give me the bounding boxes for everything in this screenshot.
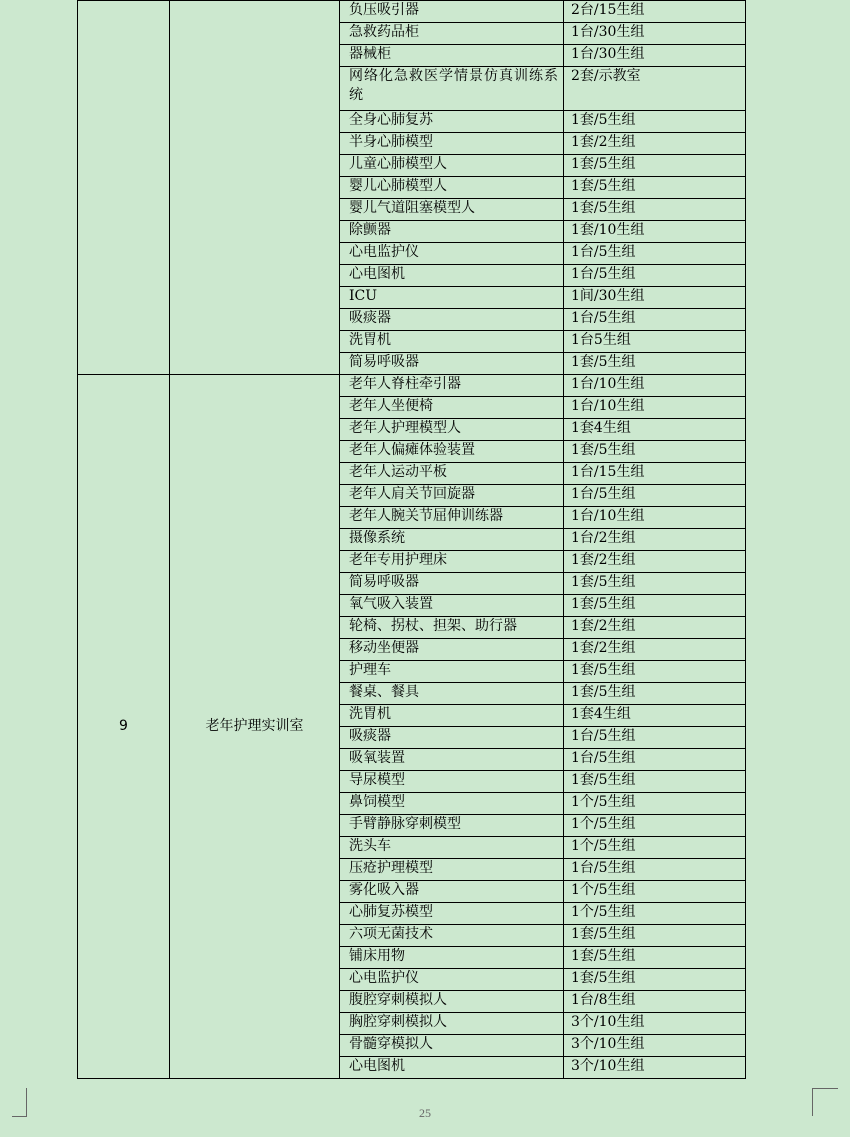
equipment-name-cell: 洗胃机 bbox=[340, 705, 564, 727]
equipment-name-cell: 洗头车 bbox=[340, 837, 564, 859]
equipment-name-cell: 吸痰器 bbox=[340, 309, 564, 331]
equipment-name-cell: 胸腔穿刺模拟人 bbox=[340, 1013, 564, 1035]
table-row bbox=[78, 375, 746, 397]
equipment-quantity-cell: 1台/5生组 bbox=[564, 859, 746, 881]
equipment-name-cell: 心电监护仪 bbox=[340, 969, 564, 991]
equipment-name-cell: 老年专用护理床 bbox=[340, 551, 564, 573]
equipment-quantity-cell: 1套/5生组 bbox=[564, 595, 746, 617]
table-row bbox=[78, 1, 746, 23]
equipment-quantity-cell: 1台/5生组 bbox=[564, 727, 746, 749]
equipment-name-cell: 器械柜 bbox=[340, 45, 564, 67]
equipment-name-cell: 吸氧装置 bbox=[340, 749, 564, 771]
equipment-quantity-cell: 3个/10生组 bbox=[564, 1035, 746, 1057]
equipment-name-cell: 心肺复苏模型 bbox=[340, 903, 564, 925]
equipment-quantity-cell: 1个/5生组 bbox=[564, 793, 746, 815]
equipment-quantity-cell: 1台/30生组 bbox=[564, 45, 746, 67]
equipment-name-cell: 老年人腕关节屈伸训练器 bbox=[340, 507, 564, 529]
equipment-name-cell: 餐桌、餐具 bbox=[340, 683, 564, 705]
equipment-name-cell: 雾化吸入器 bbox=[340, 881, 564, 903]
equipment-name-cell: 压疮护理模型 bbox=[340, 859, 564, 881]
equipment-name-cell: 除颤器 bbox=[340, 221, 564, 243]
equipment-name-cell: 心电监护仪 bbox=[340, 243, 564, 265]
row-number-cell bbox=[78, 1, 170, 375]
equipment-quantity-cell: 1套4生组 bbox=[564, 419, 746, 441]
equipment-quantity-cell: 1台/10生组 bbox=[564, 507, 746, 529]
equipment-quantity-cell: 1套/5生组 bbox=[564, 441, 746, 463]
page-number: 25 bbox=[419, 1106, 431, 1120]
equipment-quantity-cell: 1套/5生组 bbox=[564, 155, 746, 177]
equipment-name-cell: 婴儿气道阻塞模型人 bbox=[340, 199, 564, 221]
equipment-quantity-cell: 2台/15生组 bbox=[564, 1, 746, 23]
equipment-name-cell: 老年人护理模型人 bbox=[340, 419, 564, 441]
equipment-quantity-cell: 1套/5生组 bbox=[564, 683, 746, 705]
equipment-name-cell: 洗胃机 bbox=[340, 331, 564, 353]
equipment-name-cell: 吸痰器 bbox=[340, 727, 564, 749]
equipment-name-cell: ICU bbox=[340, 287, 564, 309]
equipment-quantity-cell: 1台5生组 bbox=[564, 331, 746, 353]
equipment-name-cell: 摄像系统 bbox=[340, 529, 564, 551]
equipment-quantity-cell: 1个/5生组 bbox=[564, 881, 746, 903]
equipment-quantity-cell: 1套4生组 bbox=[564, 705, 746, 727]
equipment-quantity-cell: 2套/示教室 bbox=[564, 67, 746, 111]
equipment-quantity-cell: 1个/5生组 bbox=[564, 815, 746, 837]
equipment-quantity-cell: 1套/10生组 bbox=[564, 221, 746, 243]
equipment-quantity-cell: 1套/5生组 bbox=[564, 925, 746, 947]
equipment-name-cell: 铺床用物 bbox=[340, 947, 564, 969]
equipment-quantity-cell: 1个/5生组 bbox=[564, 903, 746, 925]
equipment-quantity-cell: 1台/5生组 bbox=[564, 749, 746, 771]
equipment-quantity-cell: 1套/2生组 bbox=[564, 617, 746, 639]
equipment-quantity-cell: 1套/2生组 bbox=[564, 133, 746, 155]
equipment-quantity-cell: 1套/5生组 bbox=[564, 573, 746, 595]
equipment-name-cell: 急救药品柜 bbox=[340, 23, 564, 45]
equipment-name-cell: 儿童心肺模型人 bbox=[340, 155, 564, 177]
equipment-name-cell: 简易呼吸器 bbox=[340, 573, 564, 595]
equipment-name-cell: 网络化急救医学情景仿真训练系统 bbox=[340, 67, 564, 111]
equipment-name-cell: 轮椅、拐杖、担架、助行器 bbox=[340, 617, 564, 639]
equipment-name-cell: 移动坐便器 bbox=[340, 639, 564, 661]
equipment-quantity-cell: 1台/15生组 bbox=[564, 463, 746, 485]
equipment-quantity-cell: 1台/5生组 bbox=[564, 485, 746, 507]
equipment-quantity-cell: 1套/5生组 bbox=[564, 111, 746, 133]
equipment-table-body bbox=[78, 1, 746, 1079]
equipment-quantity-cell: 1台/5生组 bbox=[564, 243, 746, 265]
equipment-quantity-cell: 1套/5生组 bbox=[564, 353, 746, 375]
equipment-name-cell: 心电图机 bbox=[340, 1057, 564, 1079]
equipment-name-cell: 心电图机 bbox=[340, 265, 564, 287]
equipment-name-cell: 负压吸引器 bbox=[340, 1, 564, 23]
equipment-quantity-cell: 1台/5生组 bbox=[564, 265, 746, 287]
equipment-name-cell: 老年人坐便椅 bbox=[340, 397, 564, 419]
equipment-name-cell: 手臂静脉穿刺模型 bbox=[340, 815, 564, 837]
equipment-name-cell: 鼻饲模型 bbox=[340, 793, 564, 815]
equipment-name-cell: 骨髓穿模拟人 bbox=[340, 1035, 564, 1057]
equipment-name-cell: 六项无菌技术 bbox=[340, 925, 564, 947]
equipment-quantity-cell: 1台/2生组 bbox=[564, 529, 746, 551]
equipment-quantity-cell: 1间/30生组 bbox=[564, 287, 746, 309]
equipment-name-cell: 老年人运动平板 bbox=[340, 463, 564, 485]
equipment-name-cell: 全身心肺复苏 bbox=[340, 111, 564, 133]
room-name-cell: 老年护理实训室 bbox=[170, 375, 340, 1079]
equipment-quantity-cell: 1套/2生组 bbox=[564, 639, 746, 661]
row-number-cell: 9 bbox=[78, 375, 170, 1079]
equipment-quantity-cell: 1个/5生组 bbox=[564, 837, 746, 859]
equipment-quantity-cell: 3个/10生组 bbox=[564, 1057, 746, 1079]
equipment-quantity-cell: 1套/5生组 bbox=[564, 199, 746, 221]
equipment-name-cell: 老年人脊柱牵引器 bbox=[340, 375, 564, 397]
room-name-cell bbox=[170, 1, 340, 375]
equipment-quantity-cell: 1套/2生组 bbox=[564, 551, 746, 573]
equipment-quantity-cell: 1套/5生组 bbox=[564, 969, 746, 991]
equipment-name-cell: 老年人偏瘫体验装置 bbox=[340, 441, 564, 463]
equipment-quantity-cell: 1台/5生组 bbox=[564, 309, 746, 331]
equipment-name-cell: 氧气吸入装置 bbox=[340, 595, 564, 617]
equipment-name-cell: 导尿模型 bbox=[340, 771, 564, 793]
equipment-quantity-cell: 1套/5生组 bbox=[564, 177, 746, 199]
equipment-name-cell: 简易呼吸器 bbox=[340, 353, 564, 375]
equipment-quantity-cell: 1套/5生组 bbox=[564, 771, 746, 793]
equipment-name-cell: 老年人肩关节回旋器 bbox=[340, 485, 564, 507]
equipment-quantity-cell: 3个/10生组 bbox=[564, 1013, 746, 1035]
equipment-quantity-cell: 1台/10生组 bbox=[564, 397, 746, 419]
equipment-name-cell: 腹腔穿刺模拟人 bbox=[340, 991, 564, 1013]
equipment-name-cell: 护理车 bbox=[340, 661, 564, 683]
equipment-quantity-cell: 1套/5生组 bbox=[564, 661, 746, 683]
equipment-table bbox=[77, 0, 746, 1079]
equipment-quantity-cell: 1台/8生组 bbox=[564, 991, 746, 1013]
equipment-name-cell: 半身心肺模型 bbox=[340, 133, 564, 155]
equipment-quantity-cell: 1套/5生组 bbox=[564, 947, 746, 969]
equipment-name-cell: 婴儿心肺模型人 bbox=[340, 177, 564, 199]
equipment-quantity-cell: 1台/10生组 bbox=[564, 375, 746, 397]
equipment-quantity-cell: 1台/30生组 bbox=[564, 23, 746, 45]
